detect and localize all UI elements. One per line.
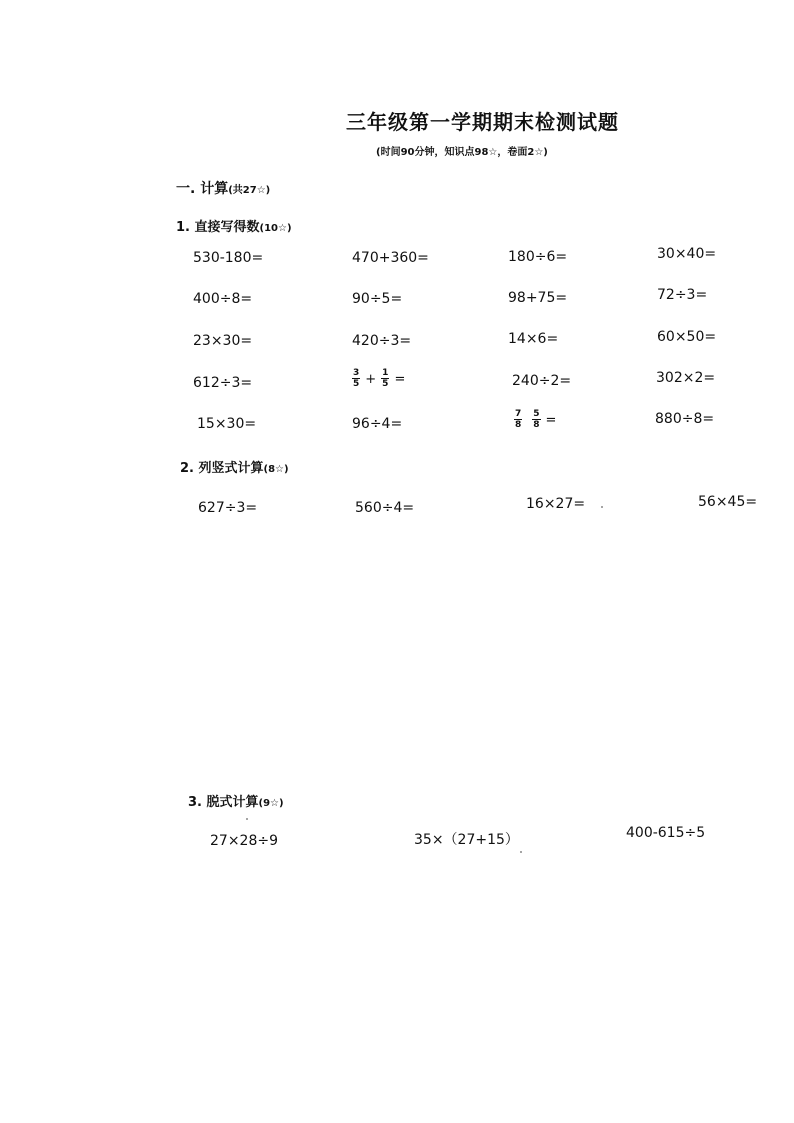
part1-points: (10☆) <box>259 223 292 234</box>
problem: 23×30= <box>193 333 253 349</box>
problem: 420÷3= <box>352 333 412 349</box>
problem: 612÷3= <box>193 375 253 391</box>
section-label: 一. 计算 <box>176 181 229 197</box>
denominator: 8 <box>515 420 522 430</box>
problem: 627÷3= <box>198 500 258 516</box>
problem: 15×30= <box>197 416 257 432</box>
equals-sign: = <box>394 371 406 387</box>
scan-speck <box>246 818 248 820</box>
fraction <box>381 368 389 389</box>
problem: 27×28÷9 <box>210 833 278 849</box>
problem: 96÷4= <box>352 416 403 432</box>
problem: 30×40= <box>657 246 717 262</box>
page-title: 三年级第一学期期末检测试题 <box>346 110 619 134</box>
fraction-problem <box>514 409 561 430</box>
problem: 400-615÷5 <box>626 825 706 841</box>
problem: 56×45= <box>698 494 758 510</box>
part2-points: (8☆) <box>263 464 289 475</box>
part1-label: 1. 直接写得数 <box>176 220 260 235</box>
fraction <box>532 409 540 430</box>
denominator: 5 <box>382 379 389 389</box>
denominator: 8 <box>533 420 540 430</box>
section-points: (共27☆) <box>228 185 271 196</box>
problem: 240÷2= <box>512 373 572 389</box>
problem: 470+360= <box>352 250 429 266</box>
part2-label: 2. 列竖式计算 <box>180 461 264 476</box>
numerator: 1 <box>382 368 389 378</box>
problem: 180÷6= <box>508 249 568 265</box>
problem: 560÷4= <box>355 500 415 516</box>
problem: 35×（27+15） <box>414 832 519 848</box>
fraction <box>514 409 522 430</box>
part2-heading <box>180 457 289 476</box>
equals-sign: = <box>545 412 557 428</box>
scan-speck <box>520 851 522 853</box>
problem: 302×2= <box>656 370 716 386</box>
problem: 98+75= <box>508 290 568 306</box>
problem: 14×6= <box>508 331 559 347</box>
numerator: 5 <box>533 409 540 419</box>
fraction <box>352 368 360 389</box>
numerator: 7 <box>515 409 522 419</box>
problem: 400÷8= <box>193 291 253 307</box>
problem: 90÷5= <box>352 291 403 307</box>
problem: 530-180= <box>193 250 264 266</box>
numerator: 3 <box>353 368 360 378</box>
scan-speck <box>601 506 603 508</box>
part3-label: 3. 脱式计算 <box>188 795 259 810</box>
problem: 72÷3= <box>657 287 708 303</box>
operator: + <box>365 371 377 387</box>
part3-heading <box>188 791 284 810</box>
section-heading <box>176 178 270 198</box>
problem: 16×27= <box>526 496 586 512</box>
fraction-problem <box>352 368 410 389</box>
problem: 60×50= <box>657 329 717 345</box>
page-subtitle: (时间90分钟，知识点98☆，卷面2☆) <box>376 147 548 158</box>
part3-points: (9☆) <box>258 798 284 809</box>
part1-heading <box>176 216 292 235</box>
problem: 880÷8= <box>655 411 715 427</box>
denominator: 5 <box>353 379 360 389</box>
